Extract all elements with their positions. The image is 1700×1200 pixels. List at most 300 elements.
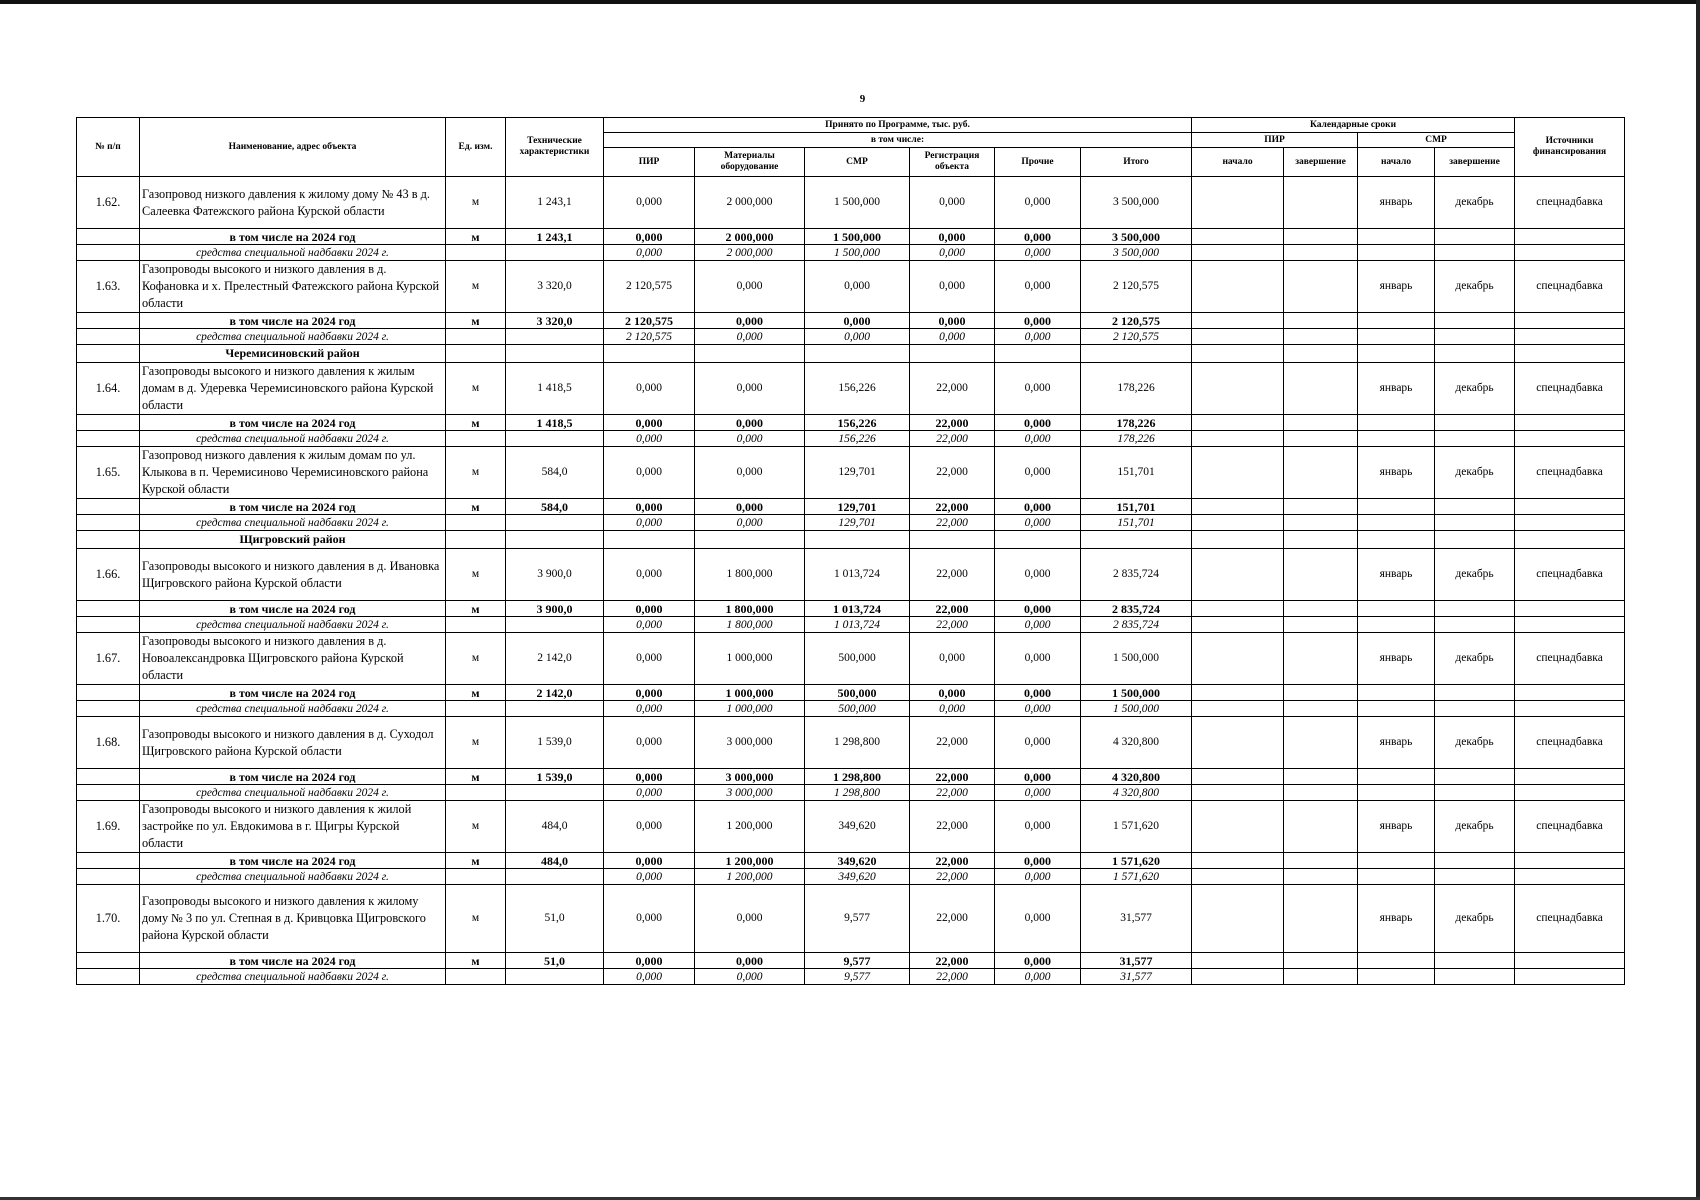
year-subtotal-row xyxy=(77,953,1625,969)
header-tech: Технические характеристики xyxy=(506,118,604,177)
empty-cell xyxy=(1435,953,1515,969)
header-unit: Ед. изм. xyxy=(446,118,506,177)
other-cell: 0,000 xyxy=(995,785,1081,801)
empty-cell xyxy=(1192,601,1284,617)
materials-cell: 1 200,000 xyxy=(695,853,805,869)
empty-cell xyxy=(1435,853,1515,869)
empty-cell xyxy=(1358,431,1435,447)
smr-start-cell: январь xyxy=(1358,633,1435,685)
total-cell: 31,577 xyxy=(1081,885,1192,953)
unit-cell: м xyxy=(446,953,506,969)
pir-cell: 0,000 xyxy=(604,245,695,261)
empty-cell xyxy=(1192,531,1284,549)
row-number: 1.63. xyxy=(77,261,140,313)
empty-cell xyxy=(446,345,506,363)
empty-cell xyxy=(1192,329,1284,345)
empty-cell xyxy=(1435,685,1515,701)
empty-cell xyxy=(1192,515,1284,531)
year-subtotal-row xyxy=(77,601,1625,617)
total-cell: 4 320,800 xyxy=(1081,785,1192,801)
other-cell: 0,000 xyxy=(995,549,1081,601)
pir-cell: 0,000 xyxy=(604,785,695,801)
empty-cell xyxy=(1358,969,1435,985)
funding-source-row xyxy=(77,785,1625,801)
empty-cell xyxy=(1192,313,1284,329)
row-number xyxy=(77,785,140,801)
pir-cell: 0,000 xyxy=(604,177,695,229)
pir-cell: 0,000 xyxy=(604,769,695,785)
smr-cell: 156,226 xyxy=(805,415,910,431)
unit-cell: м xyxy=(446,363,506,415)
smr-cell: 349,620 xyxy=(805,853,910,869)
smr-end-cell: декабрь xyxy=(1435,363,1515,415)
other-cell: 0,000 xyxy=(995,869,1081,885)
empty-cell xyxy=(1358,245,1435,261)
unit-cell: м xyxy=(446,447,506,499)
empty-cell xyxy=(1435,531,1515,549)
funding-cell: спецнадбавка xyxy=(1515,549,1625,601)
registration-cell: 0,000 xyxy=(910,685,995,701)
smr-cell: 9,577 xyxy=(805,953,910,969)
object-name: Газопровод низкого давления к жилым домам по ул. Клыкова в п. Черемисиново Черемисиновского района Курской области xyxy=(140,447,446,499)
header-smr-end: завершение xyxy=(1435,148,1515,177)
smr-start-cell: январь xyxy=(1358,885,1435,953)
total-cell: 2 120,575 xyxy=(1081,313,1192,329)
tech-cell: 1 539,0 xyxy=(506,717,604,769)
empty-cell xyxy=(1081,531,1192,549)
pir-cell: 0,000 xyxy=(604,801,695,853)
tech-cell: 584,0 xyxy=(506,499,604,515)
empty-cell xyxy=(805,531,910,549)
district-name: Щигровский район xyxy=(140,531,446,549)
year-subtotal-row xyxy=(77,853,1625,869)
other-cell: 0,000 xyxy=(995,885,1081,953)
source-label: средства специальной надбавки 2024 г. xyxy=(140,701,446,717)
smr-cell: 1 298,800 xyxy=(805,717,910,769)
empty-cell xyxy=(1284,617,1358,633)
object-row xyxy=(77,447,1625,499)
tech-cell: 584,0 xyxy=(506,447,604,499)
funding-cell: спецнадбавка xyxy=(1515,633,1625,685)
total-cell: 178,226 xyxy=(1081,431,1192,447)
smr-cell: 0,000 xyxy=(805,329,910,345)
pir-start-cell xyxy=(1192,717,1284,769)
row-number xyxy=(77,313,140,329)
empty-cell xyxy=(1435,515,1515,531)
smr-end-cell: декабрь xyxy=(1435,801,1515,853)
registration-cell: 22,000 xyxy=(910,363,995,415)
materials-cell: 1 800,000 xyxy=(695,601,805,617)
registration-cell: 22,000 xyxy=(910,785,995,801)
empty-cell xyxy=(1358,617,1435,633)
row-number: 1.66. xyxy=(77,549,140,601)
tech-cell xyxy=(506,785,604,801)
tech-cell: 1 243,1 xyxy=(506,229,604,245)
pir-cell: 0,000 xyxy=(604,633,695,685)
tech-cell: 1 418,5 xyxy=(506,363,604,415)
empty-cell xyxy=(1284,531,1358,549)
unit-cell xyxy=(446,969,506,985)
unit-cell: м xyxy=(446,261,506,313)
materials-cell: 3 000,000 xyxy=(695,717,805,769)
empty-cell xyxy=(1192,245,1284,261)
row-number xyxy=(77,701,140,717)
smr-cell: 349,620 xyxy=(805,869,910,885)
empty-cell xyxy=(1358,229,1435,245)
other-cell: 0,000 xyxy=(995,717,1081,769)
empty-cell xyxy=(1435,245,1515,261)
year-subtotal-row xyxy=(77,499,1625,515)
object-row xyxy=(77,717,1625,769)
smr-end-cell: декабрь xyxy=(1435,717,1515,769)
empty-cell xyxy=(1358,499,1435,515)
materials-cell: 0,000 xyxy=(695,885,805,953)
tech-cell: 484,0 xyxy=(506,801,604,853)
empty-cell xyxy=(1515,515,1625,531)
funding-cell: спецнадбавка xyxy=(1515,717,1625,769)
empty-cell xyxy=(1515,329,1625,345)
pir-start-cell xyxy=(1192,633,1284,685)
funding-source-row xyxy=(77,431,1625,447)
row-number xyxy=(77,869,140,885)
other-cell: 0,000 xyxy=(995,415,1081,431)
tech-cell: 2 142,0 xyxy=(506,633,604,685)
pir-cell: 0,000 xyxy=(604,229,695,245)
year-subtotal-row xyxy=(77,415,1625,431)
empty-cell xyxy=(1358,685,1435,701)
registration-cell: 22,000 xyxy=(910,549,995,601)
smr-cell: 9,577 xyxy=(805,885,910,953)
empty-cell xyxy=(1192,869,1284,885)
registration-cell: 22,000 xyxy=(910,769,995,785)
smr-cell: 500,000 xyxy=(805,685,910,701)
funding-source-row xyxy=(77,969,1625,985)
empty-cell xyxy=(1515,953,1625,969)
empty-cell xyxy=(1192,785,1284,801)
unit-cell xyxy=(446,785,506,801)
tech-cell xyxy=(506,245,604,261)
empty-cell xyxy=(1515,245,1625,261)
smr-end-cell: декабрь xyxy=(1435,261,1515,313)
pir-cell: 0,000 xyxy=(604,717,695,769)
empty-cell xyxy=(1358,531,1435,549)
other-cell: 0,000 xyxy=(995,685,1081,701)
empty-cell xyxy=(506,345,604,363)
tech-cell: 3 320,0 xyxy=(506,313,604,329)
object-row xyxy=(77,261,1625,313)
empty-cell xyxy=(1192,853,1284,869)
row-number xyxy=(77,229,140,245)
empty-cell xyxy=(1358,329,1435,345)
materials-cell: 1 000,000 xyxy=(695,685,805,701)
table-body xyxy=(77,177,1625,985)
smr-cell: 129,701 xyxy=(805,515,910,531)
tech-cell xyxy=(506,869,604,885)
pir-end-cell xyxy=(1284,177,1358,229)
row-number: 1.70. xyxy=(77,885,140,953)
header-total: Итого xyxy=(1081,148,1192,177)
unit-cell xyxy=(446,701,506,717)
row-number xyxy=(77,531,140,549)
subtotal-label: в том числе на 2024 год xyxy=(140,499,446,515)
smr-cell: 9,577 xyxy=(805,969,910,985)
materials-cell: 0,000 xyxy=(695,431,805,447)
registration-cell: 0,000 xyxy=(910,329,995,345)
materials-cell: 1 800,000 xyxy=(695,617,805,633)
smr-start-cell: январь xyxy=(1358,801,1435,853)
empty-cell xyxy=(1435,601,1515,617)
total-cell: 31,577 xyxy=(1081,953,1192,969)
empty-cell xyxy=(604,345,695,363)
object-name: Газопровод низкого давления к жилому дому № 43 в д. Салеевка Фатежского района Курской области xyxy=(140,177,446,229)
row-number: 1.62. xyxy=(77,177,140,229)
empty-cell xyxy=(1284,229,1358,245)
subtotal-label: в том числе на 2024 год xyxy=(140,953,446,969)
scan-top-border xyxy=(0,0,1700,4)
empty-cell xyxy=(1515,701,1625,717)
object-row xyxy=(77,549,1625,601)
header-name: Наименование, адрес объекта xyxy=(140,118,446,177)
pir-cell: 0,000 xyxy=(604,701,695,717)
registration-cell: 22,000 xyxy=(910,431,995,447)
pir-end-cell xyxy=(1284,363,1358,415)
total-cell: 1 571,620 xyxy=(1081,853,1192,869)
empty-cell xyxy=(805,345,910,363)
object-name: Газопроводы высокого и низкого давления к жилым домам в д. Удеревка Черемисиновского района Курской области xyxy=(140,363,446,415)
unit-cell xyxy=(446,431,506,447)
total-cell: 3 500,000 xyxy=(1081,229,1192,245)
materials-cell: 1 000,000 xyxy=(695,701,805,717)
materials-cell: 1 200,000 xyxy=(695,801,805,853)
registration-cell: 22,000 xyxy=(910,415,995,431)
empty-cell xyxy=(1284,515,1358,531)
pir-end-cell xyxy=(1284,885,1358,953)
unit-cell: м xyxy=(446,885,506,953)
other-cell: 0,000 xyxy=(995,853,1081,869)
smr-end-cell: декабрь xyxy=(1435,885,1515,953)
pir-cell: 0,000 xyxy=(604,515,695,531)
subtotal-label: в том числе на 2024 год xyxy=(140,769,446,785)
row-number xyxy=(77,953,140,969)
empty-cell xyxy=(1515,853,1625,869)
empty-cell xyxy=(1515,769,1625,785)
empty-cell xyxy=(1515,499,1625,515)
empty-cell xyxy=(1515,415,1625,431)
pir-cell: 0,000 xyxy=(604,601,695,617)
empty-cell xyxy=(1435,617,1515,633)
other-cell: 0,000 xyxy=(995,617,1081,633)
empty-cell xyxy=(910,345,995,363)
other-cell: 0,000 xyxy=(995,499,1081,515)
tech-cell xyxy=(506,969,604,985)
empty-cell xyxy=(1358,313,1435,329)
header-cal-smr: СМР xyxy=(1358,133,1515,148)
pir-cell: 0,000 xyxy=(604,363,695,415)
smr-cell: 1 013,724 xyxy=(805,601,910,617)
unit-cell: м xyxy=(446,769,506,785)
other-cell: 0,000 xyxy=(995,515,1081,531)
pir-cell: 0,000 xyxy=(604,953,695,969)
page-number: 9 xyxy=(859,93,866,105)
object-name: Газопроводы высокого и низкого давления к жилому дому № 3 по ул. Степная в д. Кривцовка Щигровского района Курской области xyxy=(140,885,446,953)
smr-end-cell: декабрь xyxy=(1435,447,1515,499)
header-including: в том числе: xyxy=(604,133,1192,148)
object-row xyxy=(77,363,1625,415)
other-cell: 0,000 xyxy=(995,701,1081,717)
empty-cell xyxy=(1192,701,1284,717)
materials-cell: 0,000 xyxy=(695,499,805,515)
header-cal-pir: ПИР xyxy=(1192,133,1358,148)
materials-cell: 0,000 xyxy=(695,313,805,329)
pir-start-cell xyxy=(1192,801,1284,853)
smr-cell: 0,000 xyxy=(805,313,910,329)
unit-cell: м xyxy=(446,313,506,329)
pir-end-cell xyxy=(1284,633,1358,685)
empty-cell xyxy=(1284,345,1358,363)
unit-cell: м xyxy=(446,601,506,617)
materials-cell: 1 800,000 xyxy=(695,549,805,601)
total-cell: 1 571,620 xyxy=(1081,801,1192,853)
empty-cell xyxy=(506,531,604,549)
header-smr: СМР xyxy=(805,148,910,177)
program-table xyxy=(76,117,1625,985)
registration-cell: 0,000 xyxy=(910,261,995,313)
empty-cell xyxy=(1192,415,1284,431)
header-pir: ПИР xyxy=(604,148,695,177)
empty-cell xyxy=(1515,431,1625,447)
funding-source-row xyxy=(77,245,1625,261)
materials-cell: 0,000 xyxy=(695,447,805,499)
other-cell: 0,000 xyxy=(995,953,1081,969)
empty-cell xyxy=(1284,431,1358,447)
row-number xyxy=(77,415,140,431)
unit-cell xyxy=(446,329,506,345)
object-name: Газопроводы высокого и низкого давления к жилой застройке по ул. Евдокимова в г. Щигры Курской области xyxy=(140,801,446,853)
pir-start-cell xyxy=(1192,363,1284,415)
unit-cell xyxy=(446,245,506,261)
object-row xyxy=(77,177,1625,229)
district-name: Черемисиновский район xyxy=(140,345,446,363)
header-num: № п/п xyxy=(77,118,140,177)
tech-cell xyxy=(506,515,604,531)
materials-cell: 0,000 xyxy=(695,415,805,431)
smr-start-cell: январь xyxy=(1358,549,1435,601)
empty-cell xyxy=(1435,869,1515,885)
materials-cell: 2 000,000 xyxy=(695,229,805,245)
pir-end-cell xyxy=(1284,549,1358,601)
empty-cell xyxy=(1515,969,1625,985)
empty-cell xyxy=(1358,415,1435,431)
other-cell: 0,000 xyxy=(995,969,1081,985)
empty-cell xyxy=(1435,313,1515,329)
unit-cell xyxy=(446,515,506,531)
subtotal-label: в том числе на 2024 год xyxy=(140,229,446,245)
source-label: средства специальной надбавки 2024 г. xyxy=(140,785,446,801)
tech-cell: 51,0 xyxy=(506,885,604,953)
empty-cell xyxy=(1515,685,1625,701)
total-cell: 178,226 xyxy=(1081,415,1192,431)
other-cell: 0,000 xyxy=(995,769,1081,785)
empty-cell xyxy=(1358,515,1435,531)
row-number xyxy=(77,245,140,261)
unit-cell xyxy=(446,869,506,885)
tech-cell: 1 539,0 xyxy=(506,769,604,785)
smr-cell: 1 500,000 xyxy=(805,245,910,261)
object-row xyxy=(77,801,1625,853)
tech-cell: 51,0 xyxy=(506,953,604,969)
smr-cell: 129,701 xyxy=(805,499,910,515)
empty-cell xyxy=(1515,785,1625,801)
empty-cell xyxy=(1284,853,1358,869)
empty-cell xyxy=(1284,785,1358,801)
pir-start-cell xyxy=(1192,261,1284,313)
empty-cell xyxy=(1284,869,1358,885)
unit-cell: м xyxy=(446,499,506,515)
subtotal-label: в том числе на 2024 год xyxy=(140,415,446,431)
materials-cell: 0,000 xyxy=(695,953,805,969)
empty-cell xyxy=(1081,345,1192,363)
smr-cell: 1 500,000 xyxy=(805,229,910,245)
source-label: средства специальной надбавки 2024 г. xyxy=(140,869,446,885)
empty-cell xyxy=(1435,499,1515,515)
pir-start-cell xyxy=(1192,885,1284,953)
unit-cell: м xyxy=(446,633,506,685)
empty-cell xyxy=(1192,499,1284,515)
smr-start-cell: январь xyxy=(1358,261,1435,313)
empty-cell xyxy=(446,531,506,549)
registration-cell: 0,000 xyxy=(910,313,995,329)
materials-cell: 0,000 xyxy=(695,969,805,985)
subtotal-label: в том числе на 2024 год xyxy=(140,853,446,869)
empty-cell xyxy=(1515,345,1625,363)
total-cell: 151,701 xyxy=(1081,499,1192,515)
empty-cell xyxy=(1284,969,1358,985)
subtotal-label: в том числе на 2024 год xyxy=(140,601,446,617)
smr-cell: 500,000 xyxy=(805,633,910,685)
pir-cell: 0,000 xyxy=(604,499,695,515)
smr-end-cell: декабрь xyxy=(1435,549,1515,601)
row-number xyxy=(77,969,140,985)
subtotal-label: в том числе на 2024 год xyxy=(140,313,446,329)
empty-cell xyxy=(1358,601,1435,617)
smr-cell: 1 298,800 xyxy=(805,769,910,785)
source-label: средства специальной надбавки 2024 г. xyxy=(140,329,446,345)
tech-cell xyxy=(506,617,604,633)
object-row xyxy=(77,633,1625,685)
registration-cell: 22,000 xyxy=(910,801,995,853)
materials-cell: 0,000 xyxy=(695,515,805,531)
registration-cell: 22,000 xyxy=(910,869,995,885)
smr-cell: 349,620 xyxy=(805,801,910,853)
year-subtotal-row xyxy=(77,229,1625,245)
registration-cell: 0,000 xyxy=(910,177,995,229)
empty-cell xyxy=(1435,229,1515,245)
header-smr-start: начало xyxy=(1358,148,1435,177)
header-registration: Регистрация объекта xyxy=(910,148,995,177)
smr-cell: 1 500,000 xyxy=(805,177,910,229)
unit-cell: м xyxy=(446,801,506,853)
empty-cell xyxy=(695,531,805,549)
subtotal-label: в том числе на 2024 год xyxy=(140,685,446,701)
row-number xyxy=(77,431,140,447)
registration-cell: 22,000 xyxy=(910,885,995,953)
pir-cell: 2 120,575 xyxy=(604,313,695,329)
total-cell: 2 120,575 xyxy=(1081,261,1192,313)
tech-cell xyxy=(506,329,604,345)
empty-cell xyxy=(1435,969,1515,985)
other-cell: 0,000 xyxy=(995,447,1081,499)
empty-cell xyxy=(1284,499,1358,515)
